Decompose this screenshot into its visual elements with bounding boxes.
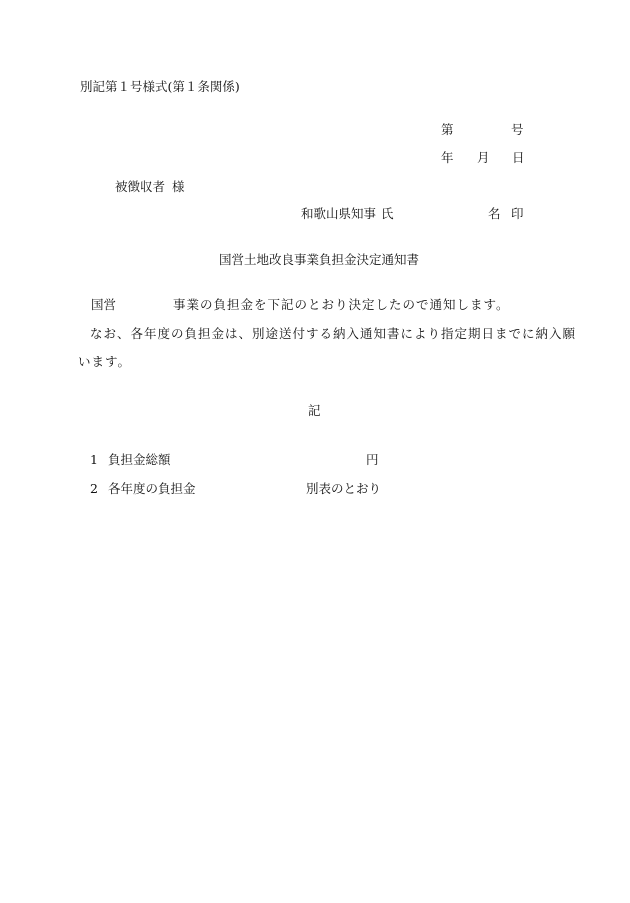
body-line2: なお、各年度の負担金は、別途送付する納入通知書により指定期日までに納入願 bbox=[90, 326, 577, 341]
item-2-value: 別表のとおり bbox=[306, 481, 382, 496]
item-2-label: 各年度の負担金 bbox=[108, 481, 196, 496]
issuer-title: 和歌山県知事 bbox=[301, 206, 377, 221]
body-line1-prefix: 国営 bbox=[91, 297, 117, 312]
item-2-number: 2 bbox=[90, 481, 98, 496]
ki-heading: 記 bbox=[308, 403, 321, 418]
date-month: 月 bbox=[477, 150, 490, 165]
doc-title: 国営土地改良事業負担金決定通知書 bbox=[219, 252, 420, 267]
recipient-honorific: 様 bbox=[172, 179, 185, 194]
item-1-value: 円 bbox=[366, 452, 379, 467]
issuer-seal: 印 bbox=[511, 206, 524, 221]
item-1-number: 1 bbox=[90, 452, 98, 467]
doc-number-prefix: 第 bbox=[441, 122, 454, 137]
form-label: 別記第１号様式(第１条関係) bbox=[80, 79, 240, 94]
recipient-name: 被徴収者 bbox=[115, 179, 166, 194]
date-year: 年 bbox=[441, 150, 454, 165]
issuer-shi: 氏 bbox=[381, 206, 394, 221]
doc-number-suffix: 号 bbox=[511, 122, 524, 137]
body-line3: います。 bbox=[78, 354, 132, 369]
date-day: 日 bbox=[512, 150, 525, 165]
issuer-mei: 名 bbox=[488, 206, 501, 221]
item-1-label: 負担金総額 bbox=[108, 452, 171, 467]
body-line1-text: 事業の負担金を下記のとおり決定したので通知します。 bbox=[173, 297, 510, 312]
